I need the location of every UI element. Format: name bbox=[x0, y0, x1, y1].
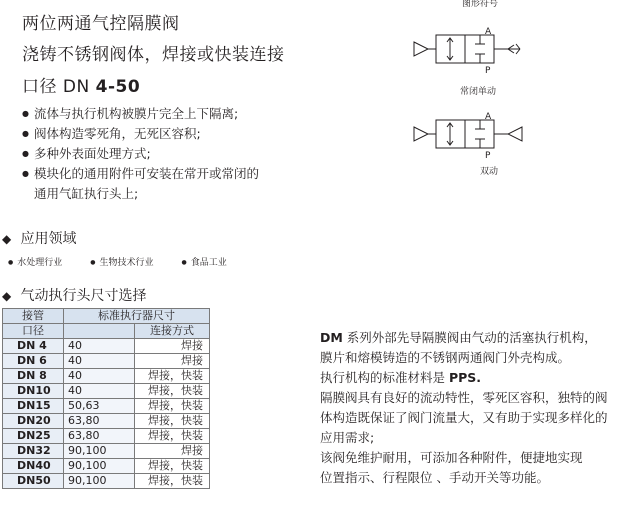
connection-cell: 焊接 bbox=[135, 444, 210, 459]
header-pipe: 接管 bbox=[3, 309, 64, 324]
normally-closed-label: 常闭单动 bbox=[460, 87, 497, 97]
description-line: 膜片和熔模铸造的不锈钢两通阀门外壳构成。 bbox=[320, 350, 571, 365]
actuator-size-cell: 90,100 bbox=[64, 459, 135, 474]
application-label: 水处理行业 bbox=[17, 258, 63, 268]
dn-cell: DN 6 bbox=[3, 354, 64, 369]
title-line-1: 两位两通气控隔膜阀 bbox=[22, 14, 180, 34]
feature-item: ● 多种外表面处理方式; bbox=[22, 144, 259, 164]
title-line-3 bbox=[22, 72, 140, 97]
actuator-size-cell: 90,100 bbox=[64, 474, 135, 489]
description-line: 该阀免维护耐用，可添加各种附件，便捷地实现 bbox=[320, 450, 583, 465]
normally-closed-symbol bbox=[412, 24, 536, 80]
table-row bbox=[3, 444, 210, 459]
dn-cell: DN15 bbox=[3, 399, 64, 414]
actuator-size-cell: 40 bbox=[64, 384, 135, 399]
double-acting-label: 双动 bbox=[480, 167, 499, 177]
application-label: 生物技术行业 bbox=[99, 258, 154, 268]
actuator-size-cell: 40 bbox=[64, 354, 135, 369]
actuator-size-cell: 63,80 bbox=[64, 414, 135, 429]
description-line bbox=[320, 368, 638, 388]
description-text: 系列外部先导隔膜阀由气动的活塞执行机构， bbox=[342, 330, 597, 345]
applications-list bbox=[8, 255, 255, 268]
dn-cell: DN10 bbox=[3, 384, 64, 399]
port-p-label: P bbox=[485, 66, 491, 76]
actuator-size-table bbox=[2, 308, 210, 489]
dn-cell: DN25 bbox=[3, 429, 64, 444]
table-row bbox=[3, 369, 210, 384]
description-line: 体构造既保证了阀门流量大，又有助于实现多样化的 bbox=[320, 410, 608, 425]
feature-item-continued: 通用气缸执行头上; bbox=[34, 186, 139, 201]
header-connection: 连接方式 bbox=[135, 324, 210, 339]
application-label: 食品工业 bbox=[190, 258, 227, 268]
feature-list bbox=[22, 104, 259, 204]
feature-item: ● 模块化的通用附件可安装在常开或常闭的 bbox=[22, 164, 259, 184]
description-line bbox=[320, 328, 638, 348]
connection-cell: 焊接，快装 bbox=[135, 459, 210, 474]
diamond-icon: ◆ bbox=[2, 232, 12, 246]
bullet-icon: ● bbox=[181, 259, 187, 266]
description-line: 应用需求; bbox=[320, 430, 375, 445]
symbols-heading: 图形符号 bbox=[462, 0, 499, 9]
port-p-label: P bbox=[485, 151, 491, 161]
connection-cell: 焊接，快装 bbox=[135, 474, 210, 489]
application-item bbox=[90, 255, 153, 268]
dn-cell: DN20 bbox=[3, 414, 64, 429]
double-acting-symbol bbox=[412, 109, 536, 165]
header-bore: 口径 bbox=[3, 324, 64, 339]
port-a-label: A bbox=[485, 27, 492, 37]
size-prefix: 口径 DN bbox=[22, 77, 96, 97]
connection-cell: 焊接，快装 bbox=[135, 429, 210, 444]
table-row bbox=[3, 414, 210, 429]
applications-heading-text: 应用领域 bbox=[20, 231, 77, 247]
series-code: DM bbox=[320, 330, 343, 345]
title-line-2: 浇铸不锈钢阀体，焊接或快装连接 bbox=[22, 45, 285, 65]
feature-item: ● 流体与执行机构被膜片完全上下隔离; bbox=[22, 104, 259, 124]
sizing-heading-text: 气动执行头尺寸选择 bbox=[20, 288, 147, 304]
header-blank bbox=[64, 324, 135, 339]
description-line: 位置指示、行程限位 、手动开关等功能。 bbox=[320, 470, 549, 485]
applications-heading bbox=[2, 228, 76, 248]
table-row bbox=[3, 399, 210, 414]
dn-cell: DN40 bbox=[3, 459, 64, 474]
table-header-row bbox=[3, 324, 210, 339]
dn-cell: DN 4 bbox=[3, 339, 64, 354]
actuator-size-cell: 63,80 bbox=[64, 429, 135, 444]
sizing-heading bbox=[2, 285, 146, 305]
connection-cell: 焊接，快装 bbox=[135, 369, 210, 384]
feature-item: ● 阀体构造零死角，无死区容积; bbox=[22, 124, 259, 144]
table-header-row bbox=[3, 309, 210, 324]
dn-cell: DN 8 bbox=[3, 369, 64, 384]
connection-cell: 焊接 bbox=[135, 339, 210, 354]
product-description bbox=[320, 328, 638, 488]
size-range: 4-50 bbox=[95, 77, 141, 97]
table-row bbox=[3, 339, 210, 354]
bullet-icon: ● bbox=[8, 259, 14, 266]
connection-cell: 焊接，快装 bbox=[135, 414, 210, 429]
bullet-icon: ● bbox=[90, 259, 96, 266]
material-name: PPS. bbox=[448, 370, 482, 385]
connection-cell: 焊接 bbox=[135, 354, 210, 369]
diamond-icon: ◆ bbox=[2, 289, 12, 303]
connection-cell: 焊接，快装 bbox=[135, 384, 210, 399]
connection-cell: 焊接，快装 bbox=[135, 399, 210, 414]
description-text: 执行机构的标准材料是 bbox=[320, 370, 449, 385]
table-row bbox=[3, 474, 210, 489]
port-a-label: A bbox=[485, 112, 492, 122]
dn-cell: DN32 bbox=[3, 444, 64, 459]
description-line: 隔膜阀具有良好的流动特性，零死区容积，独特的阀 bbox=[320, 390, 608, 405]
actuator-size-cell: 40 bbox=[64, 369, 135, 384]
actuator-size-cell: 40 bbox=[64, 339, 135, 354]
application-item bbox=[8, 255, 62, 268]
table-row bbox=[3, 459, 210, 474]
actuator-size-cell: 50,63 bbox=[64, 399, 135, 414]
table-row bbox=[3, 429, 210, 444]
header-standard-actuator: 标准执行器尺寸 bbox=[64, 309, 210, 324]
table-row bbox=[3, 354, 210, 369]
table-row bbox=[3, 384, 210, 399]
dn-cell: DN50 bbox=[3, 474, 64, 489]
actuator-size-cell: 90,100 bbox=[64, 444, 135, 459]
application-item bbox=[182, 255, 227, 268]
